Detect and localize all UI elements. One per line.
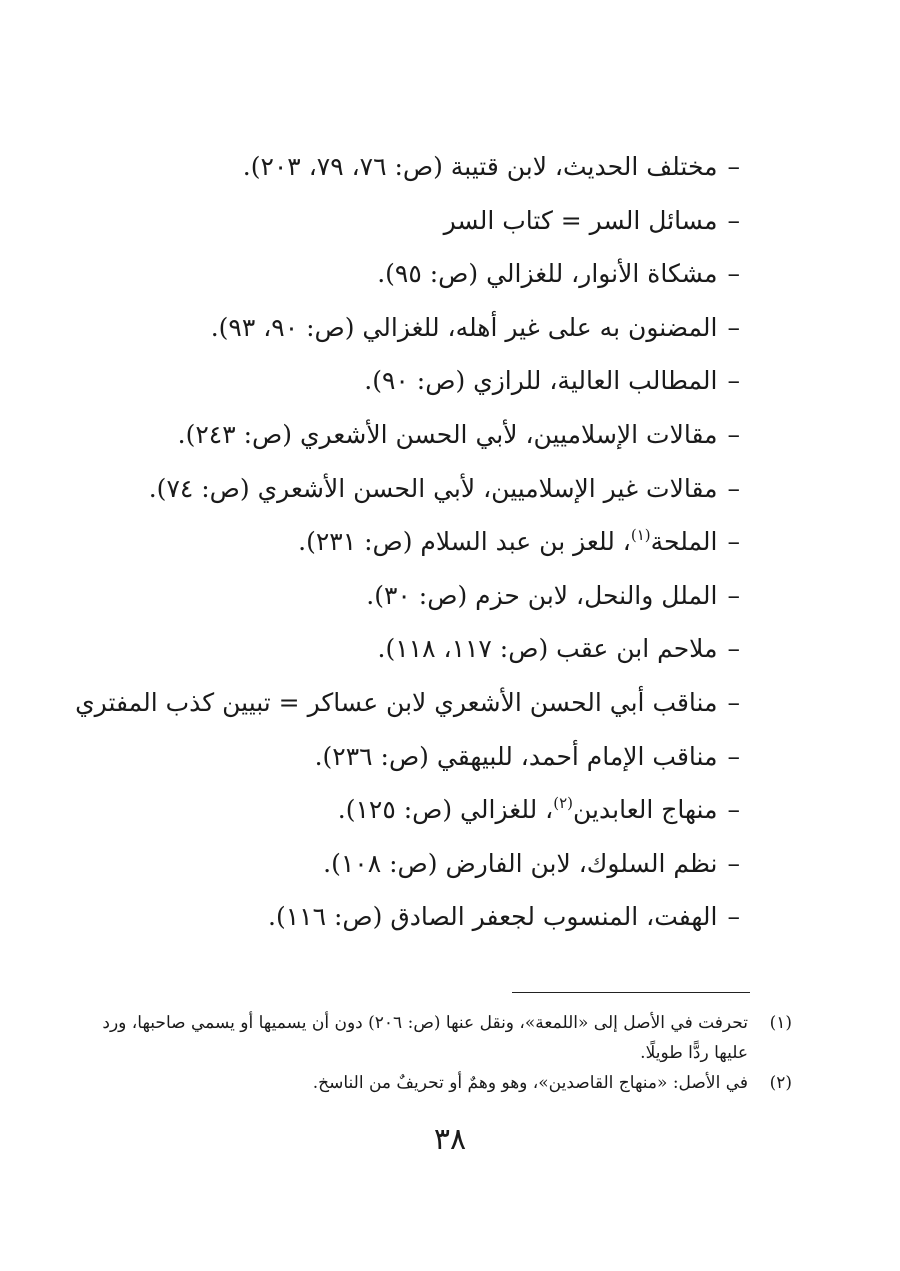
footnote-ref-1[interactable]: (١)	[630, 526, 651, 545]
entry-dash: –	[727, 902, 740, 932]
entry-text-after: ، للعز بن عبد السلام (ص: ٢٣١).	[298, 527, 631, 557]
footnotes	[102, 1008, 792, 1098]
entry-dash: –	[727, 634, 740, 664]
entry-dash: –	[727, 152, 740, 181]
bibliography-entry	[140, 569, 740, 623]
bibliography-list	[75, 140, 740, 944]
bibliography-entry	[140, 622, 740, 676]
entry-text-before: منهاج العابدين	[573, 795, 718, 825]
bibliography-entry	[140, 837, 740, 891]
entry-dash: –	[727, 795, 740, 825]
entry-text: مشكاة الأنوار، للغزالي (ص: ٩٥).	[377, 259, 718, 289]
footnote-number: (١)	[769, 1013, 792, 1033]
entry-dash: –	[727, 259, 740, 289]
bibliography-entry	[140, 354, 740, 408]
bibliography-entry	[75, 676, 740, 730]
entry-text: مختلف الحديث، لابن قتيبة (ص: ٧٦، ٧٩، ٢٠٣).	[242, 152, 718, 181]
entry-dash: –	[727, 366, 740, 396]
entry-dash: –	[727, 419, 740, 449]
footnote-number: (٢)	[769, 1073, 792, 1093]
entry-dash: –	[727, 741, 740, 771]
footnote-separator	[512, 992, 750, 993]
entry-text: مقالات غير الإسلاميين، لأبي الحسن الأشعري (ص: ٧٤).	[148, 473, 718, 503]
footnote-ref-2[interactable]: (٢)	[553, 794, 574, 813]
entry-text-after: ، للغزالي (ص: ١٢٥).	[337, 795, 554, 825]
bibliography-entry	[140, 462, 740, 516]
entry-text: مناقب الإمام أحمد، للبيهقي (ص: ٢٣٦).	[314, 741, 718, 771]
bibliography-entry	[140, 408, 740, 462]
bibliography-entry	[140, 515, 740, 569]
footnote-2	[102, 1068, 792, 1098]
entry-dash: –	[727, 580, 740, 610]
bibliography-entry	[140, 730, 740, 784]
bibliography-entry	[140, 140, 740, 194]
entry-dash: –	[727, 848, 740, 878]
footnote-text: في الأصل: «منهاج القاصدين»، وهو وهمٌ أو تحريفٌ من الناسخ.	[312, 1073, 748, 1093]
bibliography-entry	[140, 247, 740, 301]
entry-text-before: الملحة	[650, 527, 718, 557]
entry-text: الهفت، المنسوب لجعفر الصادق (ص: ١١٦).	[268, 902, 718, 932]
bibliography-entry	[140, 301, 740, 355]
entry-text: مسائل السر = كتاب السر	[443, 205, 718, 235]
footnote-1	[102, 1008, 792, 1068]
bibliography-entry	[140, 783, 740, 837]
entry-dash: –	[727, 687, 740, 717]
entry-dash: –	[727, 527, 740, 557]
bibliography-entry	[140, 890, 740, 944]
footnote-text: تحرفت في الأصل إلى «اللمعة»، ونقل عنها (ص: ٢٠٦) دون أن يسميها أو يسمي صاحبها، ورد عليها ردًّا طويلًا.	[102, 1013, 748, 1063]
entry-text: مناقب أبي الحسن الأشعري لابن عساكر = تبيين كذب المفتري	[75, 687, 718, 717]
entry-text: المضنون به على غير أهله، للغزالي (ص: ٩٠، ٩٣).	[210, 312, 718, 342]
entry-text: مقالات الإسلاميين، لأبي الحسن الأشعري (ص: ٢٤٣).	[177, 419, 718, 449]
bibliography-entry	[140, 194, 740, 248]
entry-dash: –	[727, 473, 740, 503]
entry-dash: –	[727, 312, 740, 342]
page-number: ٣٨	[433, 1122, 467, 1157]
entry-dash: –	[727, 205, 740, 235]
entry-text: ملاحم ابن عقب (ص: ١١٧، ١١٨).	[377, 634, 718, 664]
entry-text: الملل والنحل، لابن حزم (ص: ٣٠).	[366, 580, 718, 610]
entry-text: المطالب العالية، للرازي (ص: ٩٠).	[364, 366, 718, 396]
entry-text: نظم السلوك، لابن الفارض (ص: ١٠٨).	[323, 848, 718, 878]
